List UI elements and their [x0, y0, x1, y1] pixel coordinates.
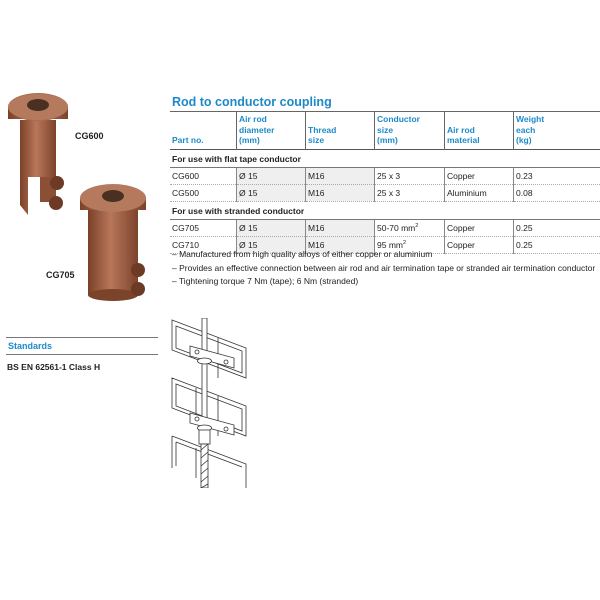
coupling-product-images [0, 85, 165, 310]
section-title: Rod to conductor coupling [172, 95, 332, 109]
table-cell: CG710 [170, 236, 237, 253]
table-cell: For use with flat tape conductor [170, 149, 600, 167]
table-cell: 0.25 [514, 219, 600, 236]
cg705-label: CG705 [46, 270, 75, 280]
text: Conductor [377, 114, 420, 124]
text: material [447, 135, 480, 145]
clamp-lower [190, 413, 234, 444]
table-cell: CG600 [170, 167, 237, 184]
table-cell: M16 [306, 219, 375, 236]
table-cell: 25 x 3 [375, 184, 445, 201]
text: (mm) [239, 135, 260, 145]
text: 50-70 mm [377, 222, 416, 233]
brick-wall [172, 320, 246, 488]
standards-heading: Standards [6, 337, 158, 355]
table-row [170, 219, 600, 236]
table-cell: 25 x 3 [375, 167, 445, 184]
table-cell: 0.25 [514, 236, 600, 253]
text: size [308, 135, 325, 145]
col-header-material [445, 112, 514, 150]
table-row [170, 167, 600, 184]
table-cell [375, 219, 445, 236]
text: diameter [239, 124, 275, 135]
col-header-conductor [375, 112, 445, 150]
text: each [516, 124, 536, 135]
table-cell: CG500 [170, 184, 237, 201]
table-cell: Ø 15 [237, 184, 306, 201]
text: size [377, 124, 394, 135]
superscript: 2 [415, 222, 419, 229]
note: – Provides an effective connection between air rod and air termination tape or stranded air termination conductor [172, 262, 596, 273]
table-cell: Aluminium [445, 184, 514, 201]
superscript: 2 [402, 239, 407, 246]
text: Thread [308, 124, 337, 135]
text: (kg) [516, 135, 532, 145]
clamp-upper [190, 346, 234, 368]
table-cell: 0.23 [514, 167, 600, 184]
table-cell: Ø 15 [237, 236, 306, 253]
table-cell: M16 [306, 167, 375, 184]
table-cell: Copper [445, 219, 514, 236]
feature-notes [172, 248, 595, 289]
cg600-image [8, 93, 68, 215]
col-header-diameter [237, 112, 306, 150]
col-header-weight [514, 112, 600, 150]
table-cell: Copper [445, 236, 514, 253]
note: – Manufactured from high quality alloys of either copper or aluminium [172, 249, 433, 259]
table-cell: Ø 15 [237, 167, 306, 184]
installation-illustration [168, 318, 288, 488]
text: Air rod [447, 124, 475, 135]
text: Air rod [239, 114, 267, 124]
product-table [170, 111, 600, 254]
text: (mm) [377, 135, 398, 145]
group-row [170, 201, 600, 219]
table-row [170, 184, 600, 201]
table-cell: CG705 [170, 219, 237, 236]
text: Weight [516, 114, 545, 124]
table-cell: For use with stranded conductor [170, 201, 600, 219]
table-cell: 0.08 [514, 184, 600, 201]
table-cell: M16 [306, 236, 375, 253]
text: 95 mm [377, 239, 403, 250]
cg705-image [80, 184, 146, 301]
table-header-row [170, 112, 600, 150]
col-header-part-no [170, 112, 237, 150]
table-cell: M16 [306, 184, 375, 201]
table-cell: Ø 15 [237, 219, 306, 236]
col-header-thread [306, 112, 375, 150]
cg600-label: CG600 [75, 131, 104, 141]
standards-value: BS EN 62561-1 Class H [7, 362, 101, 372]
note: – Tightening torque 7 Nm (tape); 6 Nm (stranded) [172, 276, 359, 286]
group-row [170, 149, 600, 167]
text: Part no. [172, 135, 204, 145]
stranded-conductor [201, 444, 208, 488]
table-cell: Copper [445, 167, 514, 184]
